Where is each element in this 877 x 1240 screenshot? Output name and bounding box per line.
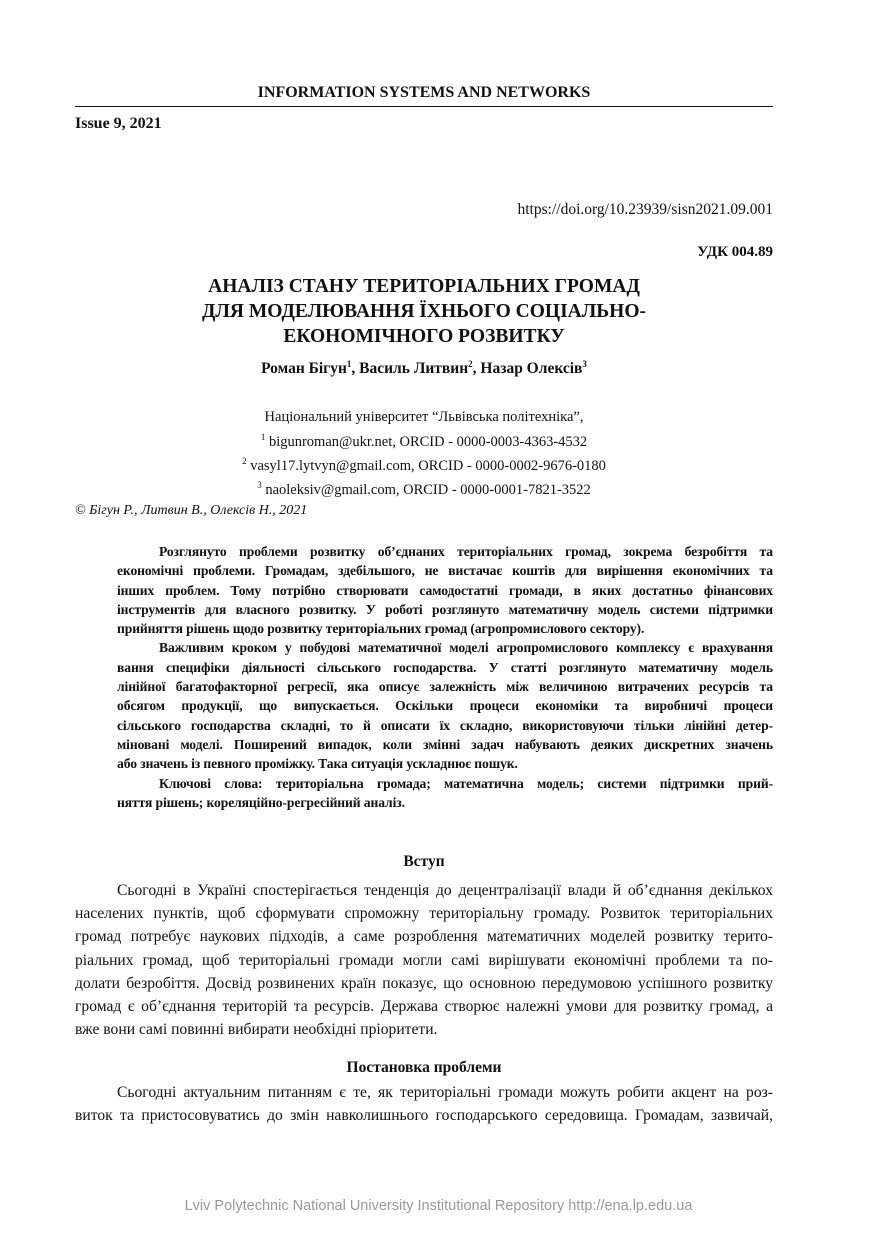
contact-text: naoleksiv@gmail.com, ORCID - 0000-0001-7821-3522	[261, 481, 591, 498]
text-line: виток та пристосовуватись до змін навколишнього господарського середовища. Громадам, зазвичай,	[75, 1107, 773, 1125]
section-body	[75, 1081, 773, 1127]
author-sep: ,	[351, 360, 360, 378]
contact-sup: 3	[257, 480, 262, 491]
author-sup: 1	[346, 359, 352, 369]
text-line: лінійної багатофакторної регресії, яка описує залежність між величиною витрачених ресурсів та	[117, 679, 773, 695]
header-rule	[75, 106, 773, 107]
text-line: прийняття рішень щодо розвитку територіальних громад (агропромислового сектору).	[117, 621, 645, 637]
author-sup: 2	[468, 359, 473, 369]
text-line: Ключові слова: територіальна громада; математична модель; системи підтримки прий-	[159, 775, 773, 791]
university: Національний університет “Львівська політехніка”,	[264, 409, 584, 425]
text-line: обсягом продукції, що випускається. Оскільки процеси економіки та виробничі процеси	[117, 698, 773, 714]
doi-link[interactable]: https://doi.org/10.23939/sisn2021.09.001	[517, 201, 773, 218]
abstract-paragraph	[117, 638, 773, 773]
text-line: долати безробіття. Досвід розвинених країн показує, що основною передумовою успішного розвитку	[75, 974, 773, 992]
text-line: Сьогодні в Україні спостерігається тенденція до децентралізації влади й об’єднання декількох	[117, 882, 773, 899]
udk-code: УДК 004.89	[697, 244, 773, 260]
text-line: вання специфіки діяльності сільського господарства. У статті розглянуто математичну модель	[117, 659, 773, 675]
section-heading: Постановка проблеми	[346, 1059, 502, 1076]
text-line: няття рішень; кореляційно-регресійний аналіз.	[117, 794, 405, 810]
paper-title	[75, 274, 773, 349]
contact-sup: 1	[260, 431, 266, 442]
abstract-paragraph	[117, 542, 773, 638]
copyright: © Бігун Р., Литвин В., Олексів Н., 2021	[75, 503, 308, 518]
text-line: населених пунктів, щоб сформувати спроможну територіальну громаду. Розвиток територіальних	[75, 905, 773, 923]
affiliation	[75, 408, 773, 500]
contact-sup: 2	[242, 455, 247, 466]
text-line: Сьогодні актуальним питанням є те, як територіальні громади можуть робити акцент на роз-	[117, 1084, 773, 1101]
abstract	[117, 542, 773, 812]
author-name: Василь Литвин	[359, 360, 469, 378]
section-body	[75, 879, 773, 1041]
text-line: інструментів для власного розвитку. У роботі розглянуто математичну модель системи підтримки	[117, 601, 773, 617]
author-sep: ,	[472, 360, 481, 378]
repository-footer: Lviv Polytechnic National University Institutional Repository http://ena.lp.edu.ua	[184, 1198, 693, 1214]
text-line: Розглянуто проблеми розвитку об’єднаних територіальних громад, зокрема безробіття та	[159, 544, 773, 559]
text-line: міновані моделі. Поширений випадок, коли змінні задач набувають деяких дискретних значень	[117, 736, 773, 752]
title-line: ЕКОНОМІЧНОГО РОЗВИТКУ	[283, 326, 565, 347]
contact-text: vasyl17.lytvyn@gmail.com, ORCID - 0000-0002-9676-0180	[246, 457, 606, 474]
abstract-paragraph	[117, 774, 773, 813]
text-line: економічні проблеми. Громадам, здебільшого, не вистачає коштів для вирішення економічних та	[117, 563, 773, 579]
text-line: громад потребує наукових підходів, а саме розроблення математичних моделей розвитку терито-	[75, 928, 773, 946]
author-sup: 3	[582, 359, 587, 369]
title-line: АНАЛІЗ СТАНУ ТЕРИТОРІАЛЬНИХ ГРОМАД	[208, 276, 640, 297]
text-line: вже вони самі повинні вибирати необхідні пріоритети.	[75, 1021, 438, 1039]
text-line: громад є об’єднання територій та ресурсів. Держава створює належні умови для розвитку громад, а	[75, 998, 773, 1016]
title-line: ДЛЯ МОДЕЛЮВАННЯ ЇХНЬОГО СОЦІАЛЬНО-	[201, 301, 647, 322]
journal-name: INFORMATION SYSTEMS AND NETWORKS	[257, 84, 591, 101]
text-line: Важливим кроком у побудові математичної моделі агропромислового комплексу є врахування	[159, 640, 773, 656]
contact-text: bigunroman@ukr.net, ORCID - 0000-0003-4363-4532	[265, 433, 588, 450]
author-contact	[75, 452, 773, 476]
issue-label: Issue 9, 2021	[75, 115, 162, 132]
author-name: Роман Бігун	[261, 360, 347, 378]
text-line: або значень із певного проміжку. Така ситуація ускладнює пошук.	[117, 756, 518, 772]
section-heading: Вступ	[403, 853, 445, 870]
text-line: інших проблем. Тому потрібно створювати самодостатні громади, в яких достатньо фінансових	[117, 582, 773, 598]
author-contact	[75, 476, 773, 500]
text-line: сільського господарства складні, то й описати їх складно, використовуючи тільки лінійні детер-	[117, 717, 773, 733]
author-list	[75, 359, 773, 378]
author-name: Назар Олексів	[480, 360, 583, 378]
text-line: ріальних громад, щоб територіальні громади могли самі вирішувати економічні проблеми та по-	[75, 951, 773, 969]
author-contact	[75, 428, 773, 452]
